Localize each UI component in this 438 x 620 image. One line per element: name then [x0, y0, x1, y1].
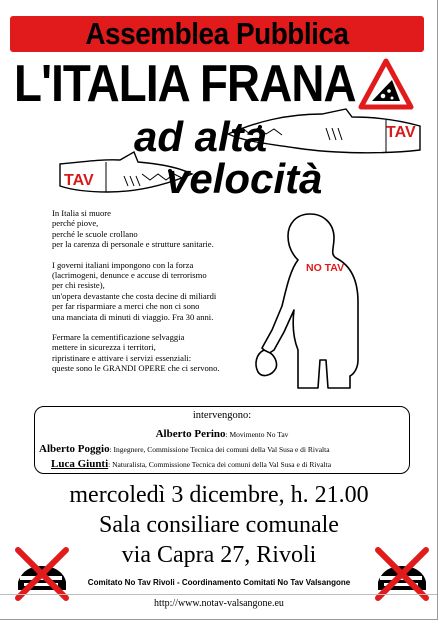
- speaker-role: : Movimento No Tav: [225, 430, 289, 439]
- landslide-warning-sign-icon: [358, 58, 414, 110]
- speakers-box: [34, 406, 410, 474]
- text-line: I governi italiani impongono con la forza: [52, 259, 194, 270]
- text-line: mettere in sicurezza i territori,: [52, 342, 156, 353]
- text-line: ripristinare e attivare i servizi essenziali:: [52, 352, 192, 363]
- headline: L'ITALIA FRANA: [14, 55, 356, 113]
- website-url: http://www.notav-valsangone.eu: [154, 598, 284, 609]
- banner-title: Assemblea Pubblica: [85, 16, 349, 51]
- subtitle-line-2: velocità: [166, 155, 323, 202]
- shark-label-1: TAV: [386, 124, 416, 141]
- speaker-role: : Naturalista, Commissione Tecnica dei comuni della Val Susa e di Rivalta: [108, 460, 332, 469]
- footer-divider: [0, 594, 438, 595]
- event-address: via Capra 27, Rivoli: [121, 542, 317, 568]
- text-line: per la carenza di personale e strutture sanitarie.: [52, 239, 214, 250]
- event-venue: Sala consiliare comunale: [99, 512, 339, 538]
- speaker-name: Alberto Poggio: [39, 443, 110, 455]
- shark-label-2: TAV: [64, 172, 94, 189]
- text-line: una manciata di minuti di viaggio. Fra 30 anni.: [52, 311, 214, 322]
- title-banner: [10, 16, 424, 52]
- event-datetime: mercoledì 3 dicembre, h. 21.00: [69, 482, 369, 508]
- speaker-item: [51, 454, 331, 472]
- text-line: per chi resiste),: [52, 280, 105, 291]
- subtitle-line-1: ad alta: [134, 113, 268, 160]
- text-line: per far risparmiare a merci che non ci sono: [52, 301, 200, 312]
- speaker-role: : Ingegnere, Commissione Tecnica dei comuni della Val Susa e di Rivalta: [109, 445, 330, 454]
- text-line: Fermare la cementificazione selvaggia: [52, 332, 185, 343]
- text-line: queste sono le GRANDI OPERE che ci servono.: [52, 363, 220, 374]
- speaker-name: Alberto Perino: [155, 428, 226, 440]
- speaker-name: Luca Giunti: [51, 458, 109, 470]
- speakers-heading: intervengono:: [192, 410, 252, 421]
- text-line: In Italia si muore: [52, 208, 111, 218]
- text-line: (lacrimogeni, denunce e accuse di terrorismo: [52, 270, 207, 281]
- text-line: perché le scuole crollano: [52, 228, 138, 239]
- no-tav-badge: NO TAV: [306, 262, 345, 274]
- text-line: un'opera devastante che costa decine di miliardi: [52, 290, 217, 301]
- organizers: Comitato No Tav Rivoli - Coordinamento Comitati No Tav Valsangone: [87, 578, 351, 587]
- worker-with-shovel-icon: [254, 210, 364, 392]
- text-line: perché piove,: [52, 218, 99, 229]
